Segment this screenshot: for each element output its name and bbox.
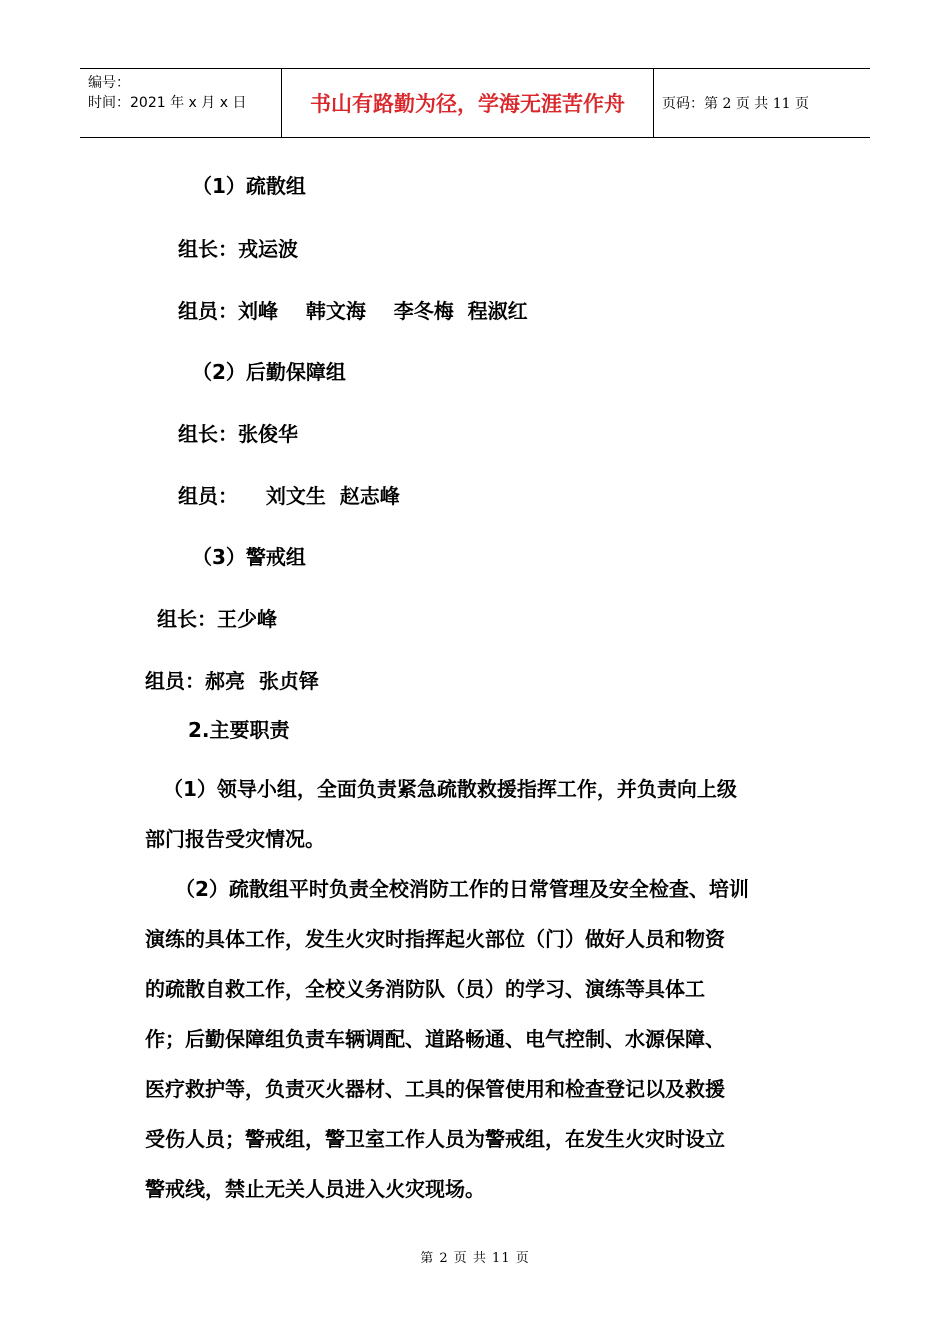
- paragraph-line: 的疏散自救工作，全校义务消防队（员）的学习、演练等具体工: [145, 977, 705, 1001]
- document-date: 时间：2021 年 x 月 x 日: [88, 95, 247, 111]
- paragraph-line: 演练的具体工作，发生火灾时指挥起火部位（门）做好人员和物资: [145, 927, 725, 951]
- logistics-leader: 组长：张俊华: [178, 422, 298, 446]
- duties-paragraph-1: [145, 764, 825, 864]
- section-evacuation-title: （1）疏散组: [192, 174, 306, 198]
- page-footer: 第 2 页 共 11 页: [420, 1251, 530, 1266]
- security-members: 组员：郝亮 张贞铎: [145, 669, 319, 693]
- logistics-members: 组员： 刘文生 赵志峰: [178, 484, 400, 508]
- section-logistics-title: （2）后勤保障组: [192, 360, 346, 384]
- security-leader: 组长：王少峰: [157, 607, 277, 631]
- paragraph-line: 警戒线，禁止无关人员进入火灾现场。: [145, 1177, 485, 1201]
- paragraph-line: 受伤人员；警戒组，警卫室工作人员为警戒组，在发生火灾时设立: [145, 1127, 725, 1151]
- page-header: [80, 68, 870, 138]
- paragraph-line: 部门报告受灾情况。: [145, 827, 325, 851]
- evacuation-members: 组员：刘峰 韩文海 李冬梅 程淑红: [178, 299, 528, 323]
- section-duties-title: 2.主要职责: [188, 718, 290, 742]
- header-motto: 书山有路勤为径，学海无涯苦作舟: [282, 69, 654, 137]
- header-page-info: 页码：第 2 页 共 11 页: [662, 96, 809, 112]
- duties-paragraph-2: [145, 864, 825, 1214]
- paragraph-line: （2）疏散组平时负责全校消防工作的日常管理及安全检查、培训: [175, 877, 749, 901]
- header-meta: [80, 69, 282, 137]
- evacuation-leader: 组长：戎运波: [178, 237, 298, 261]
- paragraph-line: 医疗救护等，负责灭火器材、工具的保管使用和检查登记以及救援: [145, 1077, 725, 1101]
- paragraph-line: （1）领导小组，全面负责紧急疏散救援指挥工作，并负责向上级: [163, 777, 737, 801]
- document-number-label: 编号：: [88, 75, 130, 91]
- section-security-title: （3）警戒组: [192, 545, 306, 569]
- paragraph-line: 作；后勤保障组负责车辆调配、道路畅通、电气控制、水源保障、: [145, 1027, 725, 1051]
